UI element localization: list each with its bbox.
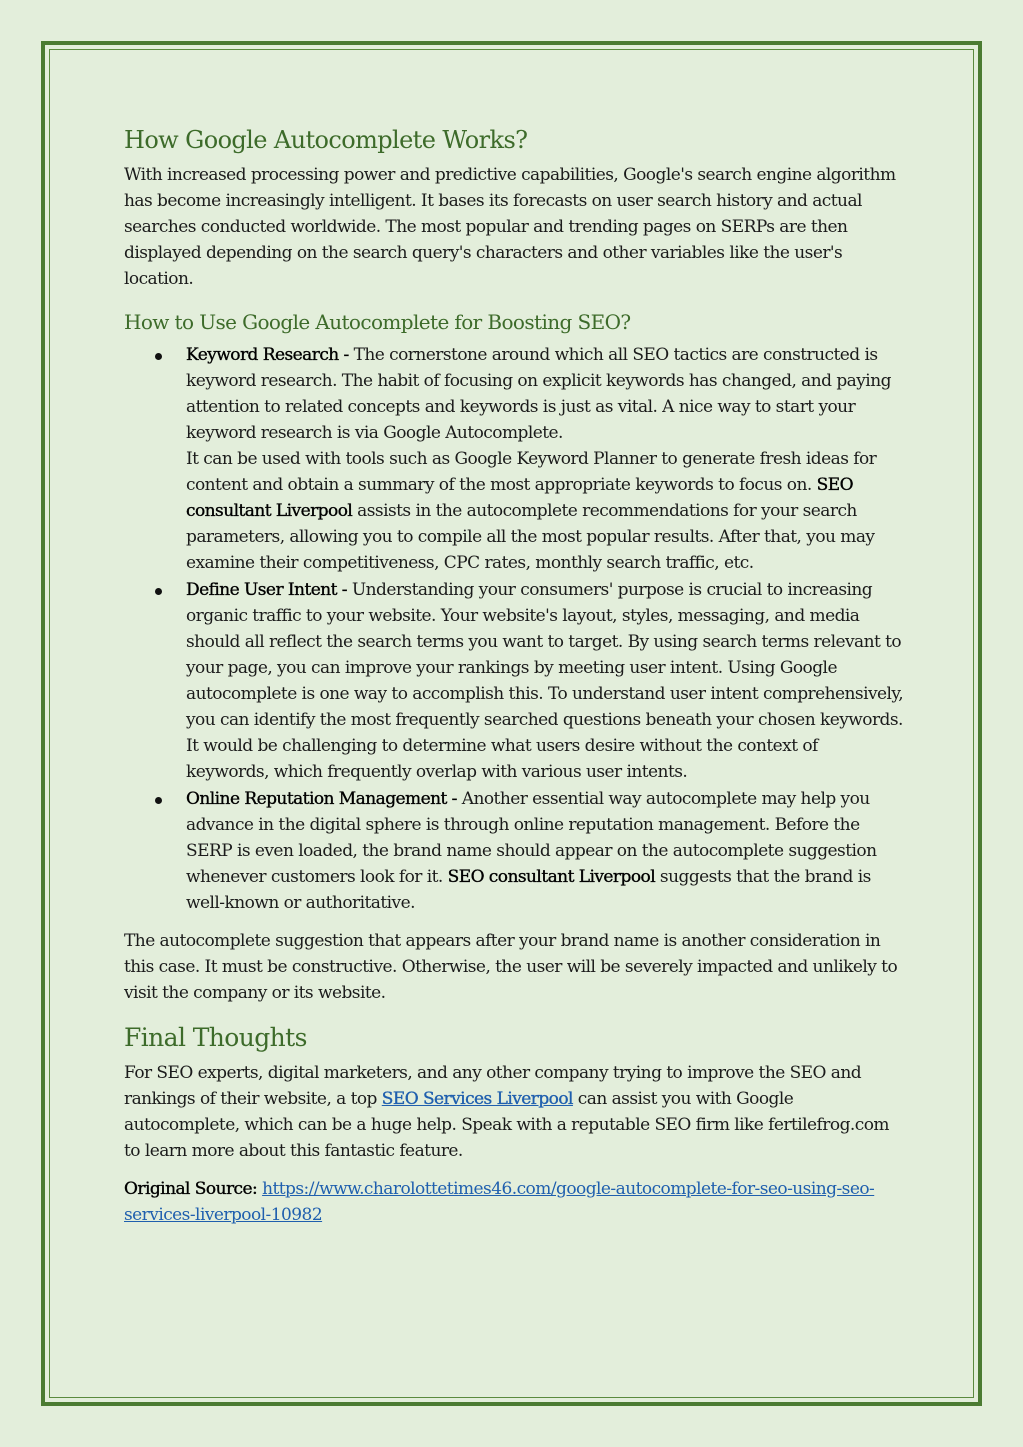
final-text-before: For SEO experts, digital marketers, and any other company trying to improve the SEO and rankings of their website, a top: [124, 1063, 862, 1109]
keyword-research-text-2: It can be used with tools such as Google Keyword Planner to generate fresh ideas for content and obtain a summary of the most appropriate keywords to focus on.: [186, 449, 877, 495]
online-reputation-text-1: Another essential way autocomplete may help you advance in the digital sphere is through online reputation management. Before the SERP is even loaded, the brand name should appear on the autocomplete suggestion whenever customers look for it.: [186, 789, 877, 887]
source-line: [124, 1176, 904, 1228]
list-item-keyword-research: [124, 342, 904, 576]
list-item-define-user-intent: [124, 577, 904, 785]
online-reputation-bold: SEO consultant Liverpool: [447, 867, 656, 887]
final-text-after: can assist you with Google autocomplete, which can be a huge help. Speak with a reputable SEO firm like fertilefrog.com to learn more about this fantastic feature.: [124, 1089, 889, 1161]
keyword-research-text-3: assists in the autocomplete recommendations for your search parameters, allowing you to compile all the most popular results. After that, you may examine their competitiveness, CPC rates, monthly search traffic, etc.: [186, 501, 875, 573]
heading-how-autocomplete-works: How Google Autocomplete Works?: [124, 126, 528, 154]
seo-services-link[interactable]: SEO Services Liverpool: [381, 1089, 573, 1109]
term-keyword-research: Keyword Research -: [186, 345, 354, 365]
keyword-research-text-1: The cornerstone around which all SEO tactics are constructed is keyword research. The habit of focusing on explicit keywords has changed, and paying attention to related concepts and keywords is just as vital. A nice way to start your keyword research is via Google Autocomplete.: [186, 345, 891, 443]
paragraph-after-list: The autocomplete suggestion that appears after your brand name is another consideration in this case. It must be constructive. Otherwise, the user will be severely impacted and unlikely to visit the company or its website.: [124, 931, 898, 1003]
heading-how-to-use: How to Use Google Autocomplete for Boosting SEO?: [124, 310, 631, 334]
bullet-icon: [155, 353, 162, 360]
paragraph-intro: With increased processing power and predictive capabilities, Google's search engine algorithm has become increasingly intelligent. It bases its forecasts on user search history and actual searches conducted worldwide. The most popular and trending pages on SERPs are then displayed depending on the search query's characters and other variables like the user's location.: [124, 165, 896, 289]
online-reputation-text-2: suggests that the brand is well-known or authoritative.: [186, 867, 871, 913]
term-online-reputation: Online Reputation Management -: [186, 789, 462, 809]
heading-final-thoughts: Final Thoughts: [124, 1023, 307, 1052]
source-label: Original Source:: [124, 1179, 263, 1199]
define-user-intent-text: Understanding your consumers' purpose is crucial to increasing organic traffic to your website. Your website's layout, styles, messaging, and media should all reflect the search terms you want to target. By using search terms relevant to your page, you can improve your rankings by meeting user intent. Using Google autocomplete is one way to accomplish this. To understand user intent comprehensively, you can identify the most frequently searched questions beneath your chosen keywords. It would be challenging to determine what users desire without the context of keywords, which frequently overlap with various user intents.: [186, 580, 904, 782]
article: [124, 124, 904, 1228]
keyword-research-bold: SEO consultant Liverpool: [186, 475, 853, 521]
term-define-user-intent: Define User Intent -: [186, 580, 352, 600]
bullet-icon: [155, 797, 162, 804]
source-url-link[interactable]: https://www.charolottetimes46.com/google-autocomplete-for-seo-using-seo-services-liverpool-10982: [124, 1179, 875, 1225]
paragraph-final: [124, 1060, 904, 1164]
bullet-list: [124, 342, 904, 916]
bullet-icon: [155, 588, 162, 595]
list-item-online-reputation: [124, 786, 904, 916]
